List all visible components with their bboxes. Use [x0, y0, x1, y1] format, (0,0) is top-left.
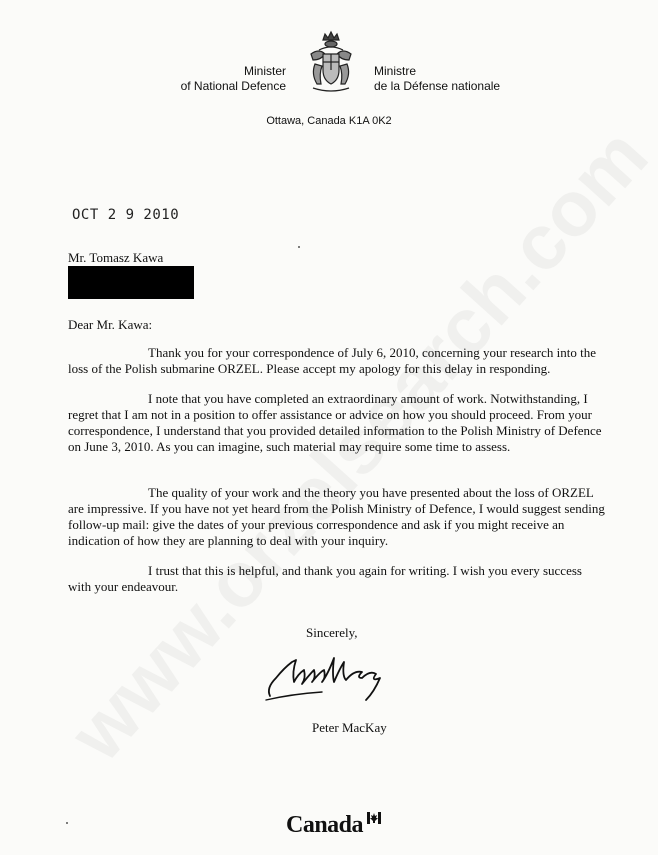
closing: Sincerely, [306, 625, 358, 640]
letterhead-address: Ottawa, Canada K1A 0K2 [266, 115, 392, 127]
body-paragraph-2: I note that you have completed an extraordinary amount of work. Notwithstanding, I regret that I am not in a position to offer assistance or advice on how you should proceed. From your correspondence, I understand that you provided detailed information to the Polish Ministry of Defence on June 3, 2010. As you can imagine, such material may require some time to assess. [68, 391, 602, 454]
speck [66, 822, 68, 824]
body-paragraph-3: The quality of your work and the theory you have presented about the loss of ORZEL are impressive. If you have not yet heard from the Polish Ministry of Defence, I would suggest sending follow-up mail: give the dates of your previous correspondence and ask if you might receive an indication of how they are planning to deal with your inquiry. [68, 485, 605, 548]
minister-fr-line2: de la Défense nationale [374, 79, 501, 93]
minister-en-line2: of National Defence [180, 79, 286, 93]
signer-name: Peter MacKay [312, 720, 387, 735]
minister-title-fr [374, 64, 594, 94]
stray-mark [298, 246, 300, 248]
canada-flag-icon [367, 812, 381, 824]
minister-en-line1: Minister [243, 64, 286, 78]
redacted-address-block [68, 266, 194, 299]
signature-icon [262, 648, 402, 706]
minister-fr-line1: Ministre [374, 64, 417, 78]
coat-of-arms-icon [301, 30, 361, 96]
date-stamp: OCT 2 9 2010 [72, 207, 180, 223]
minister-title-en [86, 64, 286, 94]
recipient-name: Mr. Tomasz Kawa [68, 250, 164, 265]
canada-wordmark: Canada [286, 812, 364, 838]
salutation: Dear Mr. Kawa: [68, 317, 153, 332]
body-paragraph-1: Thank you for your correspondence of July 6, 2010, concerning your research into the loss of the Polish submarine ORZEL. Please accept my apology for this delay in responding. [68, 345, 596, 376]
body-paragraph-4: I trust that this is helpful, and thank you again for writing. I wish you every success with your endeavour. [68, 563, 582, 594]
